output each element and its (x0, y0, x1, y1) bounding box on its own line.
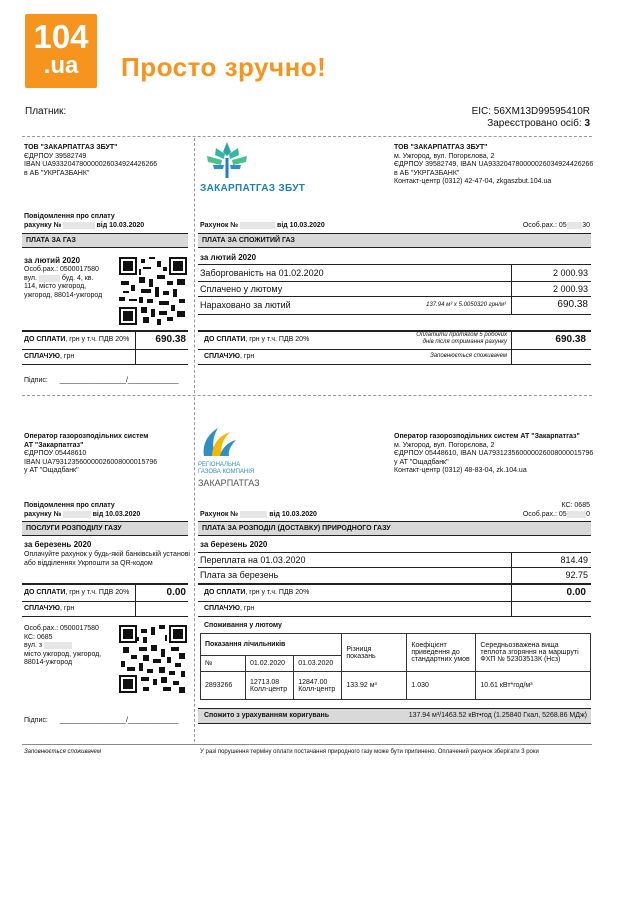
s1-right-pay-sub: , грн у т.ч. ПДВ 20% (245, 336, 310, 343)
s2-left-paying-sep (135, 601, 136, 616)
s2-left-addr1a: вул. з (24, 642, 43, 650)
s1-left-pay-line (22, 330, 188, 332)
s1-left-account: Особ.рах.: 0500017580 (24, 266, 99, 273)
s2-left-account: Особ.рах.: 0500017580 (24, 625, 99, 632)
footer-left-note: Заповнюється споживачем (24, 749, 101, 755)
s2-total-value: 137.94 м³/1463.52 кВт•год (1.25840 Гкал, 5268.86 МДж) (408, 712, 587, 719)
s2-right-addr: м. Ужгород, вул. Погорєлова, 2 (394, 441, 495, 449)
s1-invoice-date: від 10.03.2020 (277, 222, 325, 229)
th-heat: Середньозважена вища теплота згоряння на маршруті ФХП № 52303513К (Нсз) (476, 634, 591, 672)
s2-left-pay-label: ДО СПЛАТИ (24, 589, 66, 596)
s1-left-company (24, 144, 189, 178)
th-meter: Показання лічильників (201, 634, 342, 656)
td-diff: 133.92 м³ (342, 672, 407, 700)
s1-account-mask (567, 222, 583, 229)
s2-left-period: за березень 2020 (24, 540, 92, 549)
s1-left-addr3: ужгород, 88014-ужгород (24, 291, 103, 299)
footer-line (22, 744, 592, 745)
s1-notice-prefix: рахунку № (24, 222, 64, 229)
s2-notice-masked (63, 511, 90, 518)
s1-right-pay-amount: 690.38 (555, 334, 586, 345)
s2-right-paying-sep (511, 601, 512, 616)
s2-sign-label: Підпис: (24, 717, 48, 724)
s2-right-company-name: Оператор газорозподільних систем АТ "Закарпатгаз" (394, 433, 580, 440)
s2-invoice-masked (240, 511, 267, 518)
s2-right-paying-sub: , грн (240, 605, 255, 612)
s2-pay-hint1: Оплачуйте рахунок у будь-якій банківській установі (24, 551, 190, 558)
td-heat: 10.61 кВт*год/м³ (476, 672, 591, 700)
s1-left-line-b (22, 247, 188, 248)
th-date1: 01.02.2020 (246, 656, 294, 672)
s1-left-pay-sub: , грн у т.ч. ПДВ 20% (65, 336, 130, 343)
flame-icon (198, 426, 238, 460)
s1-left-paying (24, 353, 74, 362)
s1-row-line-2 (198, 296, 591, 297)
s2-left-account-block (24, 625, 119, 668)
s1-right-line-b (198, 247, 591, 248)
s1-right-paying-line (198, 364, 591, 365)
s1-account-label: Особ.рах.: 05 (522, 222, 567, 229)
s1-right-pay (204, 336, 309, 345)
th-diff: Різниця показань (342, 634, 407, 672)
regional-logo-line1: РЕГІОНАЛЬНА (198, 462, 241, 468)
s1-left-addr1a: вул. (24, 274, 37, 282)
s2-right-band: ПЛАТА ЗА РОЗПОДІЛ (ДОСТАВКУ) ПРИРОДНОГО ГАЗУ (198, 522, 591, 535)
th-no: № (201, 656, 246, 672)
brand-logo-top: 104 (33, 18, 89, 55)
s1-right-addr: м. Ужгород, вул. Погорєлова, 2 (394, 152, 495, 160)
s2-account (523, 511, 590, 520)
s2-invoice-number (200, 511, 317, 520)
s2-right-paying-label: СПЛАЧУЮ (204, 605, 241, 612)
s2-left-ks: КС: 0685 (24, 633, 53, 641)
s1-right-band: ПЛАТА ЗА СПОЖИТИЙ ГАЗ (198, 234, 591, 247)
s1-right-paying-sub: , грн (240, 353, 255, 360)
s1-pay-note2: днів після отримання рахунку (422, 339, 507, 346)
s2-right-pay-sub: , грн у т.ч. ПДВ 20% (245, 589, 310, 596)
s1-account (523, 222, 590, 231)
td-reading2-value: 12847.00 (298, 678, 328, 686)
s2-left-paying-sub: , грн (60, 605, 75, 612)
s2-notice-title: Повідомлення про сплату (24, 502, 115, 509)
s1-row-0-label: Заборгованість на 01.02.2020 (200, 268, 324, 278)
s1-right-pay-sep (511, 331, 512, 349)
s2-left-paying-label: СПЛАЧУЮ (24, 605, 61, 612)
s1-row-1-value: 2 000.93 (552, 284, 588, 294)
qr-code-2 (119, 625, 187, 693)
s2-ks: КС: 0685 (561, 502, 590, 509)
s2-notice-prefix: рахунку № (24, 511, 64, 518)
s1-right-edrpou-iban: ЄДРПОУ 39582749, IBAN UA933204780000026034924426266 (394, 161, 594, 169)
registered-label: Зареєстровано осіб: (487, 118, 582, 129)
s1-notice-masked (63, 222, 94, 229)
s2-right-paying (204, 605, 254, 614)
s2-right-paying-line (198, 616, 591, 617)
s2-left-addr1 (24, 642, 119, 651)
s1-pay-note1: Оплатити протягом 5 робочих (416, 332, 507, 338)
s1-right-paying-label: СПЛАЧУЮ (204, 353, 241, 360)
s2-account-label: Особ.рах.: 05 (522, 511, 567, 518)
s1-right-pay-line2 (198, 349, 591, 350)
s2-rows-sep (511, 552, 512, 583)
s1-left-addr1b: буд. 4, кв. (61, 274, 94, 282)
s2-right-pay-label: ДО СПЛАТИ (204, 589, 246, 596)
s2-total-label: Спожито з урахуванням коригувань (204, 712, 330, 719)
brand-logo-bottom: .ua (43, 52, 79, 79)
s1-left-addr2: 114, місто ужгород, (24, 283, 87, 291)
s1-right-line-c (198, 264, 591, 265)
s2-right-contact: Контакт-центр (0312) 48-83-04, zk.104.ua (394, 467, 527, 475)
tree-icon (202, 138, 252, 180)
s1-left-company-name: ТОВ "ЗАКАРПАТГАЗ ЗБУТ" (24, 144, 118, 151)
s2-account-tail: 0 (586, 511, 590, 518)
s1-right-period: за лютий 2020 (200, 253, 257, 262)
s1-row-line-3 (198, 314, 591, 315)
zakarpatgaz-zbut-logo-text: ЗАКАРПАТГАЗ ЗБУТ (200, 183, 306, 194)
s1-right-bank: в АБ "УКРГАЗБАНК" (394, 169, 460, 177)
td-meter-no: 2893266 (201, 672, 246, 700)
s2-left-pay (24, 589, 129, 598)
s1-right-paying (204, 353, 254, 362)
s2-left-band: ПОСЛУГИ РОЗПОДІЛУ ГАЗУ (22, 522, 188, 535)
s1-row-line-1 (198, 281, 591, 282)
s2-left-addr-mask (44, 642, 72, 649)
s1-right-paying-sep (511, 349, 512, 364)
registered-persons (487, 118, 590, 130)
s2-row-line-1 (198, 567, 591, 568)
s2-left-pay-line (22, 583, 188, 585)
s1-right-company-name: ТОВ "ЗАКАРПАТГАЗ ЗБУТ" (394, 144, 488, 151)
td-reading1-source: Колл-центр (250, 685, 288, 693)
s2-right-pay-amount: 0.00 (566, 587, 586, 598)
s2-right-pay-sep (511, 584, 512, 601)
s1-row-1-label: Сплачено у лютому (200, 284, 283, 294)
s1-sign-label: Підпис: (24, 377, 48, 384)
s2-invoice-prefix: Рахунок № (200, 511, 241, 518)
th-date2: 01.03.2020 (294, 656, 342, 672)
s2-right-line-c (198, 552, 591, 553)
s2-notice-number (24, 511, 140, 520)
s2-left-pay-amount: 0.00 (166, 587, 186, 598)
s2-left-pay-sub: , грн у т.ч. ПДВ 20% (65, 589, 130, 596)
s2-right-bank: у АТ "Ощадбанк" (394, 458, 449, 466)
s2-row-0-label: Переплата на 01.03.2020 (200, 555, 306, 565)
s1-left-account-block (24, 266, 119, 300)
s1-left-band: ПЛАТА ЗА ГАЗ (22, 234, 188, 247)
s1-left-edrpou: ЄДРПОУ 39582749 (24, 152, 87, 160)
s2-right-pay-line (198, 583, 591, 585)
s1-notice-title: Повідомлення про сплату (24, 213, 115, 220)
s2-left-paying (24, 605, 74, 614)
s2-notice-date: від 10.03.2020 (92, 511, 141, 518)
s2-sign-line: _________________/_____________ (59, 717, 179, 724)
brand-slogan: Просто зручно! (121, 52, 327, 82)
td-reading2 (294, 672, 342, 700)
s2-row-1-value: 92.75 (565, 570, 588, 580)
s2-pay-hint2: або відділеннях Укрпошти за QR-кодом (24, 559, 153, 567)
regional-logo-line3: ЗАКАРПАТГАЗ (198, 478, 260, 488)
th-coef: Коефіцієнт приведення до стандартних умов (407, 634, 476, 672)
s2-pay-hint (24, 551, 190, 568)
td-reading1-value: 12713.08 (250, 678, 280, 686)
s2-consumption-title: Споживання у лютому (204, 622, 282, 629)
td-reading1 (246, 672, 294, 700)
s2-right-pay (204, 589, 309, 598)
s1-pay-note (395, 332, 507, 347)
footer-right-note: У разі порушення терміну оплати постачання природного газу може бути припинено. Оплачений рахунок зберігати 3 роки (200, 749, 539, 755)
s2-left-edrpou: ЄДРПОУ 05448610 (24, 450, 87, 458)
section1-divider (194, 138, 195, 393)
s2-left-pay-line2 (22, 601, 188, 602)
s1-left-paying-label: СПЛАЧУЮ (24, 353, 61, 360)
s2-right-edrpou: ЄДРПОУ 05448610, IBAN UA793123560000026008000015796 (394, 450, 594, 458)
s1-rows-sep (511, 264, 512, 314)
payer-label: Платник: (25, 106, 67, 117)
s2-left-line-b (22, 535, 188, 536)
s1-sign-line: _________________/_____________ (59, 377, 179, 384)
s1-left-pay-amount: 690.38 (155, 334, 186, 345)
s1-right-pay-label: ДО СПЛАТИ (204, 336, 246, 343)
s2-left-name2: АТ "Закарпатгаз" (24, 441, 84, 449)
td-coef: 1.030 (407, 672, 476, 700)
s1-row-2-label: Нараховано за лютий (200, 300, 291, 310)
s1-account-tail: 30 (582, 222, 590, 229)
s1-left-pay (24, 336, 129, 345)
s2-row-0-value: 814.49 (560, 555, 588, 565)
s1-left-period: за лютий 2020 (24, 256, 81, 265)
s1-calc-note: 137.94 м³ x 5.0050320 грн/м³ (426, 302, 506, 308)
s2-right-company (394, 433, 594, 476)
cut-line-middle (22, 395, 592, 396)
s1-sign[interactable] (24, 377, 179, 386)
s2-invoice-date: від 10.03.2020 (269, 511, 317, 518)
s1-left-paying-sep (135, 349, 136, 364)
s1-row-2-value: 690.38 (557, 299, 588, 310)
eic-code: ЕІС: 56XM13D99595410R (471, 106, 590, 117)
section2-divider (194, 397, 195, 742)
s2-left-iban: IBAN UA793123560000026008000015796 (24, 458, 158, 466)
s2-total-row (198, 708, 591, 724)
s1-left-addr-mask (39, 275, 60, 282)
s2-left-company (24, 433, 189, 476)
qr-code-1 (119, 257, 187, 325)
s1-row-0-value: 2 000.93 (552, 268, 588, 278)
s2-right-line-b (198, 535, 591, 536)
s2-left-addr2: місто ужгород, ужгород, (24, 650, 102, 658)
s1-left-addr1 (24, 275, 119, 284)
regional-gas-logo (198, 426, 308, 492)
s1-notice-date: від 10.03.2020 (96, 222, 145, 229)
s1-left-pay-label: ДО СПЛАТИ (24, 336, 66, 343)
regional-logo-line2: ГАЗОВА КОМПАНІЯ (198, 469, 255, 475)
s1-notice-number (24, 222, 144, 231)
s2-sign[interactable] (24, 717, 179, 726)
td-reading2-source: Колл-центр (298, 685, 336, 693)
cut-line-top (22, 136, 592, 137)
s1-invoice-number (200, 222, 325, 231)
s2-left-addr3: 88014-ужгород (24, 659, 73, 667)
s2-right-pay-line2 (198, 601, 591, 602)
s2-left-paying-line (22, 616, 188, 617)
brand-logo (25, 14, 97, 88)
s1-left-paying-line (22, 364, 188, 365)
registered-count: 3 (584, 118, 590, 129)
s2-row-1-label: Плата за березень (200, 570, 279, 580)
s2-right-period: за березень 2020 (200, 540, 268, 549)
s1-left-bank: в АБ "УКРГАЗБАНК" (24, 169, 90, 177)
s2-left-bank: у АТ "Ощадбанк" (24, 467, 79, 475)
zakarpatgaz-zbut-logo (198, 138, 318, 202)
s1-left-pay-line2 (22, 349, 188, 350)
s2-left-name1: Оператор газорозподільних систем (24, 433, 149, 440)
s1-left-iban: IBAN UA933204780000026034924426266 (24, 161, 158, 169)
consumption-table (200, 633, 591, 700)
s1-right-contact: Контакт-центр (0312) 42-47-04, zkgaszbut.104.ua (394, 178, 552, 186)
s1-right-company (394, 144, 594, 187)
s1-consumer-note: Заповнюється споживачем (430, 353, 507, 359)
s1-invoice-masked (240, 222, 275, 229)
s1-left-paying-sub: , грн (60, 353, 75, 360)
s2-account-mask (567, 511, 586, 518)
s1-invoice-prefix: Рахунок № (200, 222, 241, 229)
